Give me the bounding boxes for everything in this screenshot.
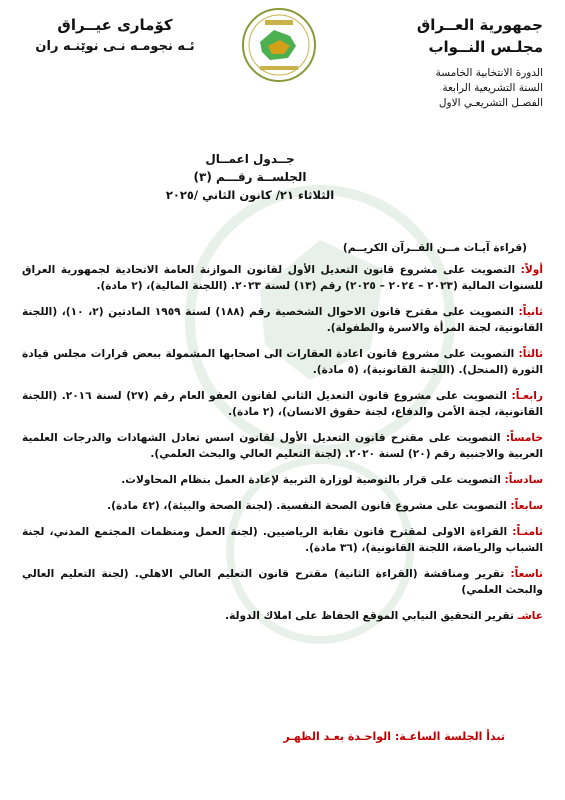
kurdish-council-name: ئـه نجومـه نـى نوێنـه ران [35, 39, 195, 54]
opening-recitation: (قراءة آيـات مــن القــرآن الكريــم) [342, 242, 527, 254]
parliament-logo-icon [240, 6, 318, 84]
session-date: الثلاثاء ٢١/ كانون الثاني /٢٠٢٥ [165, 188, 335, 202]
legislative-year: السنة التشريعية الرابعة [442, 82, 543, 94]
item-text: التصويت على مقترح قانون الاحوال الشخصية رقم (١٨٨) لسنة ١٩٥٩ المادتين (٢، ١٠)، (اللجنة القانونية، لجنة المرأة والاسرة والطفولة). [22, 306, 543, 334]
item-text: القراءة الاولى لمقترح قانون نقابة الرياضيين. (لجنة العمل ومنظمات المجتمع المدني، لجنة الشباب والرياضة، اللجنة القانونية)، (٣٦ مادة). [22, 526, 543, 554]
agenda-item [22, 566, 543, 598]
session-number: الجلســة رقـــم (٣) [193, 170, 307, 184]
item-number: رابعـاً: [511, 390, 543, 402]
session-start-time: تبدأ الجلسة الساعـة: الواحـدة بعـد الظهـر [283, 730, 505, 743]
country-name: جمهورية العــراق [416, 16, 543, 34]
agenda-item [22, 498, 543, 514]
item-text: تقرير ومناقشة (القراءة الثانية) مقترح قانون التعليم العالي الاهلي. (لجنة التعليم العالي والبحث العلمي) [22, 568, 543, 596]
agenda-item [22, 304, 543, 336]
agenda-item [22, 262, 543, 294]
item-text: التصويت على مشروع قانون اعادة العقارات الى اصحابها المشمولة ببعض قرارات مجلس قيادة الثورة (المنحل). (اللجنة القانونية)، (٥ مادة). [22, 348, 543, 376]
item-number: ثامنـاً: [512, 526, 543, 538]
item-text: التصويت على قرار بالتوصية لوزارة التربية لإعادة العمل بنظام المحاولات. [121, 474, 501, 486]
council-name: مجلـس النــواب [428, 38, 543, 56]
agenda-item [22, 524, 543, 556]
item-text: التصويت على مشروع قانون التعديل الأول لقانون الموازنة العامة الاتحادية لجمهورية العراق للسنوات المالية (٢٠٢٣ – ٢٠٢٤ – ٢٠٢٥) رقم (١٣) لسنة ٢٠٢٣. (اللجنة المالية)، (٢ مادة). [22, 264, 543, 292]
agenda-item [22, 472, 543, 488]
item-text: التصويت على مشروع قانون الصحة النفسية. (لجنة الصحة والبيئة)، (٤٢ مادة). [107, 500, 507, 512]
session-term: الدورة الانتخابية الخامسة [435, 67, 543, 79]
legislative-term: الفصـل التشريعـي الاول [438, 97, 543, 109]
agenda-item [22, 608, 543, 624]
item-text: التصويت على مشروع قانون التعديل الثاني لقانون العفو العام رقم (٢٧) لسنة ٢٠١٦. (اللجنة القانونية، لجنة الأمن والدفاع، لجنة حقوق الانسان)، (٢ مادة). [22, 390, 543, 418]
item-number: ثانياً: [518, 306, 543, 318]
item-number: خامساً: [505, 432, 543, 444]
item-number: سابعاً: [510, 500, 543, 512]
item-number: سادساً: [504, 474, 543, 486]
item-text: التصويت على مقترح قانون التعديل الأول لقانون اسس تعادل الشهادات والدرجات العلمية العربية والاجنبية رقم (٢٠) لسنة ٢٠٢٠. (لجنة التعليم العالي والبحث العلمي). [22, 432, 543, 460]
item-number: أولاً: [520, 264, 543, 276]
header-right [383, 14, 543, 111]
agenda-title: جــدول اعمــال [205, 152, 295, 166]
item-text: تقرير التحقيق النيابي الموقع الحفاظ على املاك الدولة. [225, 610, 515, 622]
agenda-item [22, 388, 543, 420]
agenda-item [22, 346, 543, 378]
item-number: تاسعاً: [510, 568, 543, 580]
item-number: عاشـ [517, 610, 543, 622]
agenda-items [22, 240, 543, 634]
header-left [30, 14, 200, 58]
kurdish-country-name: كۆمارى عيــراق [57, 16, 173, 34]
agenda-item [22, 430, 543, 462]
agenda-heading [120, 150, 380, 204]
item-number: ثالثاً: [518, 348, 543, 360]
